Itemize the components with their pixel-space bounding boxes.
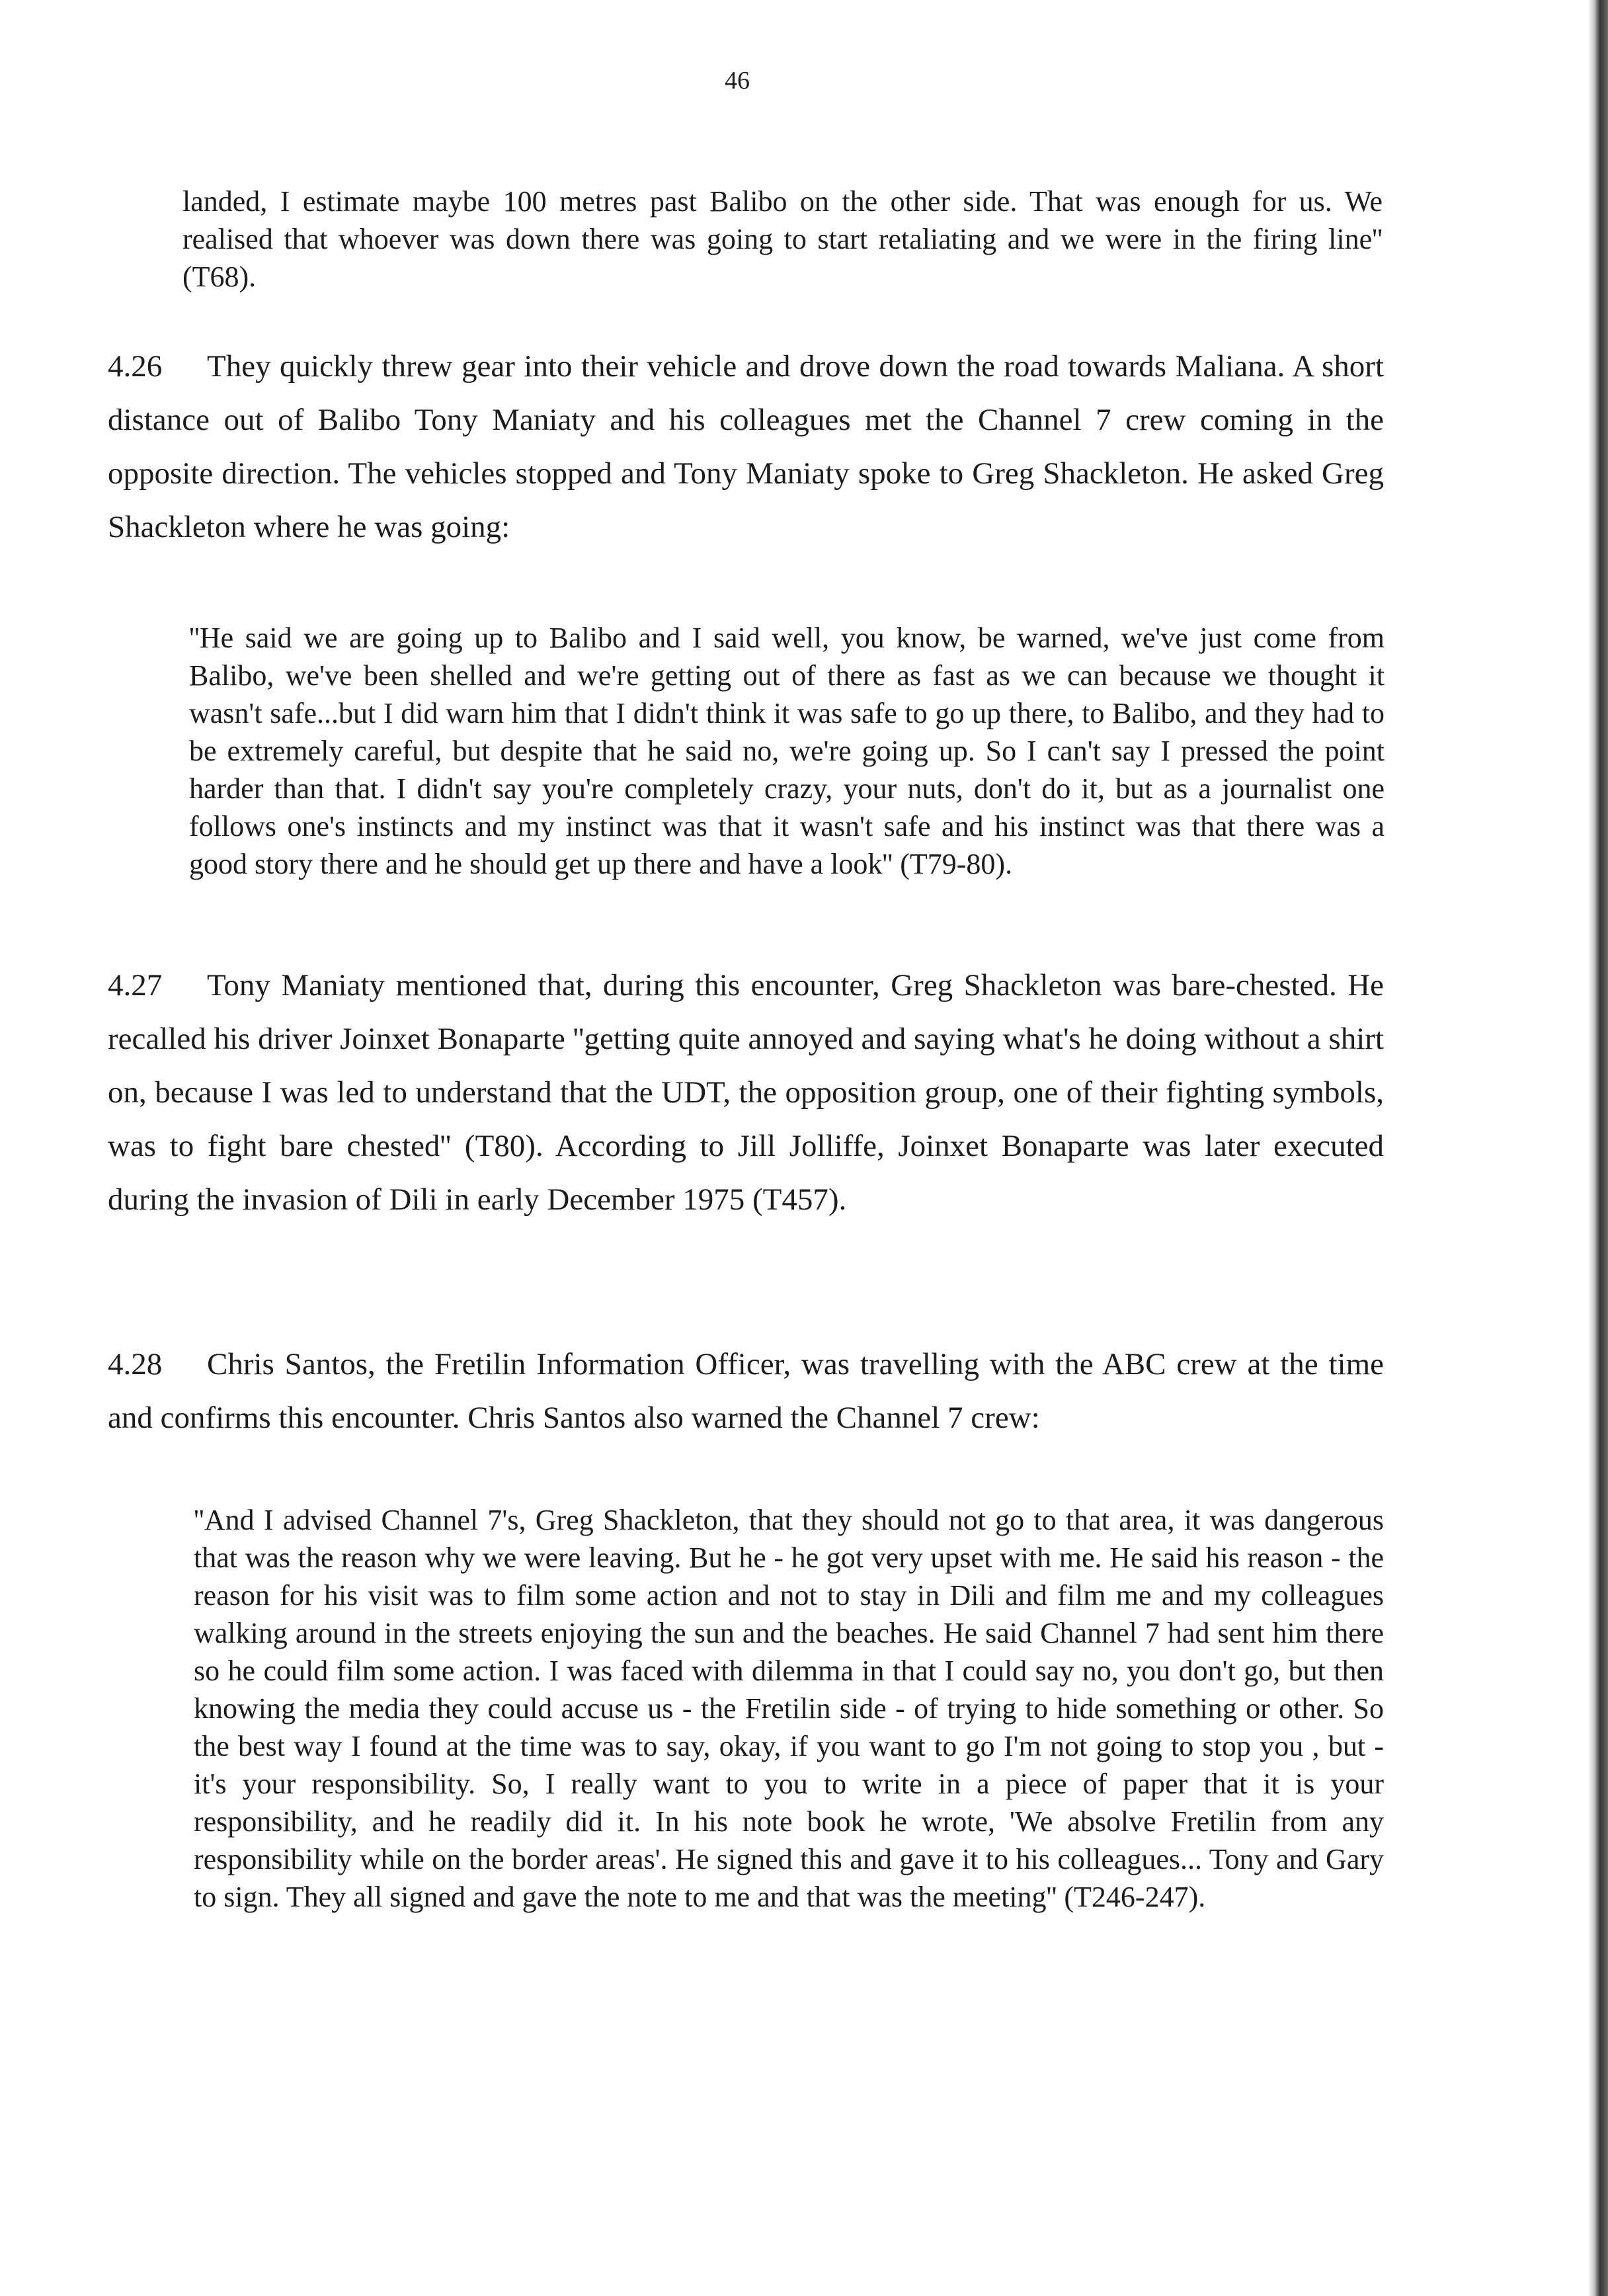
quote-tony-maniaty: ''He said we are going up to Balibo and I said well, you know, be warned, we've just come from Balibo, we've been shelled and we're getting out of there as fast as we can because we thought it wasn't safe...but I did warn him that I didn't think it was safe to go up there, to Balibo, and they had to be extremely careful, but despite that he said no, we're going up. So I can't say I pressed the point harder than that. I didn't say you're completely crazy, your nuts, don't do it, but as a journalist one follows one's instincts and my instinct was that it wasn't safe and his instinct was that there was a good story there and he should get up there and have a look'' (T79-80). [189,622,1385,880]
paragraph-4-26 [108,340,1384,554]
paragraph-number: 4.26 [108,349,163,384]
page-number: 46 [725,67,750,95]
paragraph-number: 4.27 [108,968,163,1003]
quote-continued-top: landed, I estimate maybe 100 metres past Balibo on the other side. That was enough for us. We realised that whoever was down there was going to start retaliating and we were in the firing line'' (T68). [182,185,1383,293]
scan-edge-strip [1588,0,1608,2296]
paragraph-4-28 [108,1338,1384,1445]
paragraph-4-27 [108,959,1384,1227]
paragraph-text: Tony Maniaty mentioned that, during this encounter, Greg Shackleton was bare-chested. He recalled his driver Joinxet Bonaparte ''getting quite annoyed and saying what's he doing without a shirt on, because I was led to understand that the UDT, the opposition group, one of their fighting symbols, was to fight bare chested'' (T80). According to Jill Jolliffe, Joinxet Bonaparte was later executed during the invasion of Dili in early December 1975 (T457). [108,968,1384,1217]
paragraph-number: 4.28 [108,1347,163,1381]
paragraph-text: Chris Santos, the Fretilin Information Officer, was travelling with the ABC crew at the time and confirms this encounter. Chris Santos also warned the Channel 7 crew: [108,1347,1384,1435]
paragraph-text: They quickly threw gear into their vehicle and drove down the road towards Maliana. A short distance out of Balibo Tony Maniaty and his colleagues met the Channel 7 crew coming in the opposite direction. The vehicles stopped and Tony Maniaty spoke to Greg Shackleton. He asked Greg Shackleton where he was going: [108,349,1384,544]
quote-chris-santos: ''And I advised Channel 7's, Greg Shackleton, that they should not go to that area, it was dangerous that was the reason why we were leaving. But he - he got very upset with me. He said his reason - the reason for his visit was to film some action and not to stay in Dili and film me and my colleagues walking around in the streets enjoying the sun and the beaches. He said Channel 7 had sent him there so he could film some action. I was faced with dilemma in that I could say no, you don't go, but then knowing the media they could accuse us - the Fretilin side - of trying to hide something or other. So the best way I found at the time was to say, okay, if you want to go I'm not going to stop you , but - it's your responsibility. So, I really want to you to write in a piece of paper that it is your responsibility, and he readily did it. In his note book he wrote, 'We absolve Fretilin from any responsibility while on the border areas'. He signed this and gave it to his colleagues... Tony and Gary to sign. They all signed and gave the note to me and that was the meeting'' (T246-247). [194,1504,1384,1913]
